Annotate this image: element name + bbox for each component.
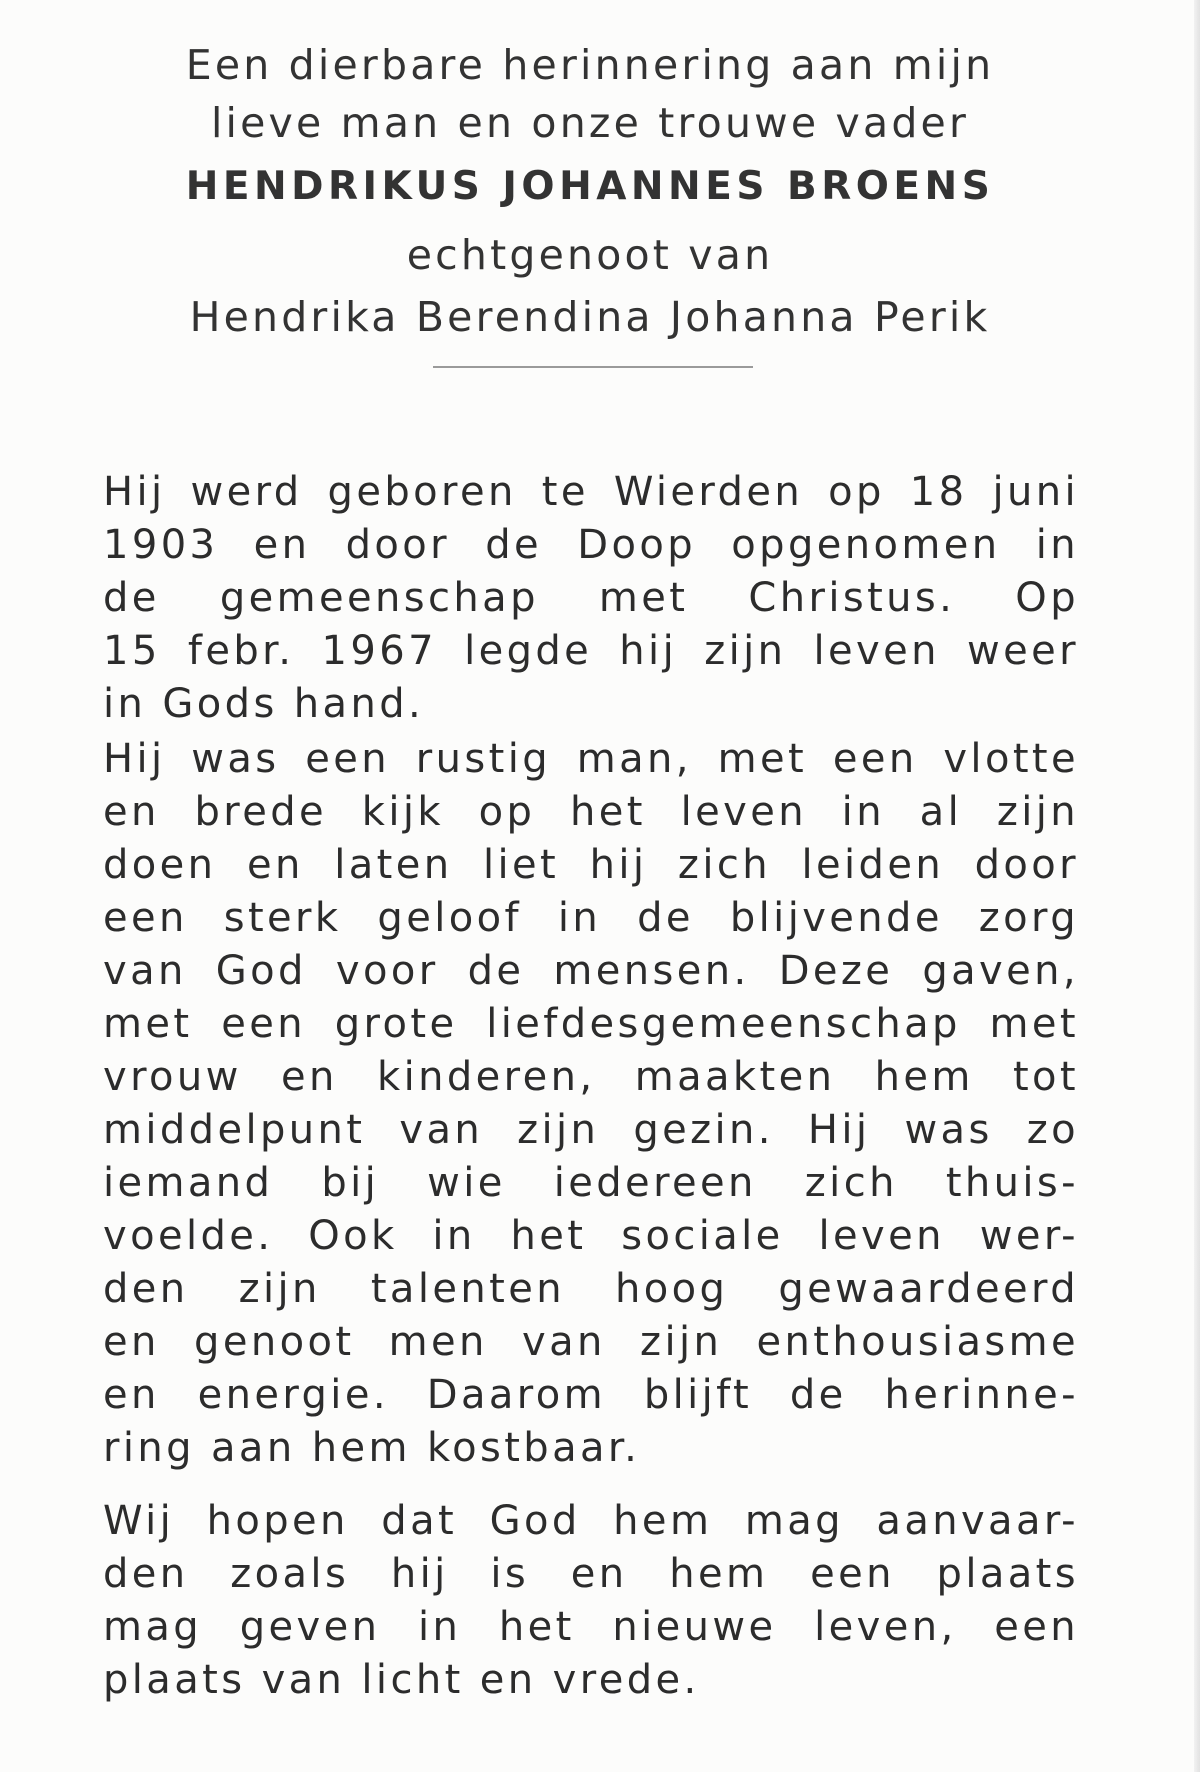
text-line: met een grote liefdesgemeenschap met xyxy=(103,1001,1079,1047)
text-line: den zoals hij is en hem een plaats xyxy=(103,1551,1079,1597)
paragraph-biography xyxy=(103,466,1079,731)
text-line: vrouw en kinderen, maakten hem tot xyxy=(103,1054,1079,1100)
text-line: de gemeenschap met Christus. Op xyxy=(103,575,1079,621)
text-line: en genoot men van zijn enthousiasme xyxy=(103,1319,1079,1365)
text-line: Wij hopen dat God hem mag aanvaar- xyxy=(103,1498,1079,1544)
text-line: mag geven in het nieuwe leven, een xyxy=(103,1604,1079,1650)
text-line: plaats van licht en vrede. xyxy=(103,1657,700,1703)
card-heading xyxy=(140,36,1040,346)
spouse-name: Hendrika Berendina Johanna Perik xyxy=(189,293,991,341)
text-line: den zijn talenten hoog gewaardeerd xyxy=(103,1266,1079,1312)
heading-line-1: Een dierbare herinnering aan mijn xyxy=(185,41,995,89)
text-line: iemand bij wie iedereen zich thuis- xyxy=(103,1160,1079,1206)
text-line: 15 febr. 1967 legde hij zijn leven weer xyxy=(103,628,1079,674)
text-line: een sterk geloof in de blijvende zorg xyxy=(103,895,1079,941)
text-line: Hij was een rustig man, met een vlotte xyxy=(103,736,1079,782)
text-line: middelpunt van zijn gezin. Hij was zo xyxy=(103,1107,1079,1153)
divider-line xyxy=(433,366,753,368)
text-line: ring aan hem kostbaar. xyxy=(103,1425,641,1471)
text-line: voelde. Ook in het sociale leven wer- xyxy=(103,1213,1079,1259)
text-line: in Gods hand. xyxy=(103,681,425,727)
paragraph-character xyxy=(103,733,1079,1475)
text-line: Hij werd geboren te Wierden op 18 juni xyxy=(103,469,1079,515)
paragraph-prayer xyxy=(103,1495,1079,1707)
text-line: van God voor de mensen. Deze gaven, xyxy=(103,948,1079,994)
heading-line-2: lieve man en onze trouwe vader xyxy=(210,99,970,147)
text-line: en brede kijk op het leven in al zijn xyxy=(103,789,1079,835)
text-line: en energie. Daarom blijft de herinne- xyxy=(103,1372,1079,1418)
text-line: 1903 en door de Doop opgenomen in xyxy=(103,522,1079,568)
spouse-label: echtgenoot van xyxy=(406,231,774,279)
deceased-name: HENDRIKUS JOHANNES BROENS xyxy=(185,164,995,209)
card-edge xyxy=(1194,0,1200,1772)
text-line: doen en laten liet hij zich leiden door xyxy=(103,842,1079,888)
